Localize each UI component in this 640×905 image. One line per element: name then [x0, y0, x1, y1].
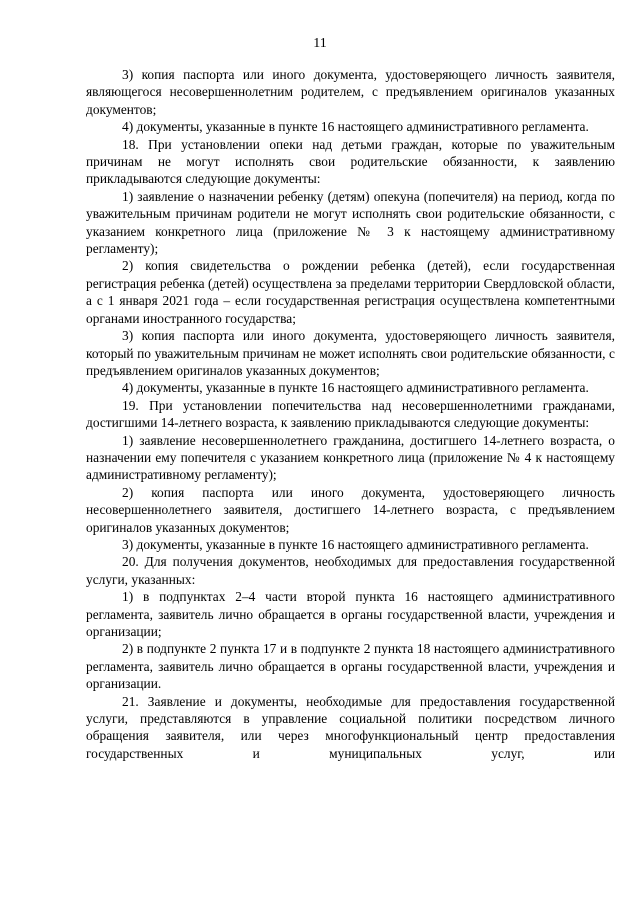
paragraph-18-item-4: 4) документы, указанные в пункте 16 настоящего административного регламента. [122, 380, 589, 396]
paragraph-19-intro: 19. При установлении попечительства над несовершеннолетними гражданами, достигшими 14-летнего возраста, к заявлению прикладываются следующие документы: [86, 397, 615, 431]
paragraph-17-item-3: 3) копия паспорта или иного документа, удостоверяющего личность заявителя, являющегося несовершеннолетним родителем, с предъявлением оригиналов указанных документов; [86, 67, 615, 117]
paragraph-18-item-2: 2) копия свидетельства о рождении ребенка (детей), если государственная регистрация ребенка (детей) осуществлена за пределами территории Свердловской области, а с 1 января 2021 года – если государственная регистрация осуществлена компетентными органами иностранного государства; [86, 258, 615, 326]
paragraph-19-item-3: 3) документы, указанные в пункте 16 настоящего административного регламента. [122, 536, 589, 552]
paragraph-18-intro: 18. При установлении опеки над детьми граждан, которые по уважительным причинам не могут исполнять свои родительские обязанности, к заявлению прикладываются следующие документы: [86, 136, 615, 187]
page-number: 11 [313, 36, 327, 51]
paragraph-19-item-2: 2) копия паспорта или иного документа, удостоверяющего личность несовершеннолетнего заявителя, достигшего 14-летнего возраста, с предъявлением оригиналов указанных документов; [86, 484, 615, 535]
paragraph-20-item-1: 1) в подпунктах 2–4 части второй пункта 16 настоящего административного регламента, заявитель лично обращается в органы государственной власти, учреждения и организации; [86, 589, 615, 639]
paragraph-20-intro: 20. Для получения документов, необходимых для предоставления государственной услуги, указанных: [86, 554, 615, 587]
paragraph-20-item-2: 2) в подпункте 2 пункта 17 и в подпункте 2 пункта 18 настоящего административного регламента, заявитель лично обращается в органы государственной власти, учреждения и организации. [86, 641, 615, 692]
paragraph-21-intro: 21. Заявление и документы, необходимые для предоставления государственной услуги, представляются в управление социальной политики посредством личного обращения заявителя, или через многофункциональный центр предоставления государственных и муниципальных услуг, или [86, 693, 615, 761]
paragraph-18-item-3: 3) копия паспорта или иного документа, удостоверяющего личность заявителя, который по уважительным причинам не может исполнять свои родительские обязанности, с предъявлением оригиналов указанных документов; [86, 328, 615, 378]
document-body [86, 66, 615, 762]
paragraph-18-item-1: 1) заявление о назначении ребенку (детям) опекуна (попечителя) на период, когда по уважительным причинам родители не могут исполнять свои родительские обязанности, с указанием конкретного лица (приложение № 3 к настоящему административному регламенту); [86, 188, 615, 257]
paragraph-17-item-4: 4) документы, указанные в пункте 16 настоящего административного регламента. [122, 119, 589, 135]
paragraph-19-item-1: 1) заявление несовершеннолетнего гражданина, достигшего 14-летнего возраста, о назначении ему попечителя с указанием конкретного лица (приложение № 4 к настоящему административному регламенту); [86, 432, 615, 483]
